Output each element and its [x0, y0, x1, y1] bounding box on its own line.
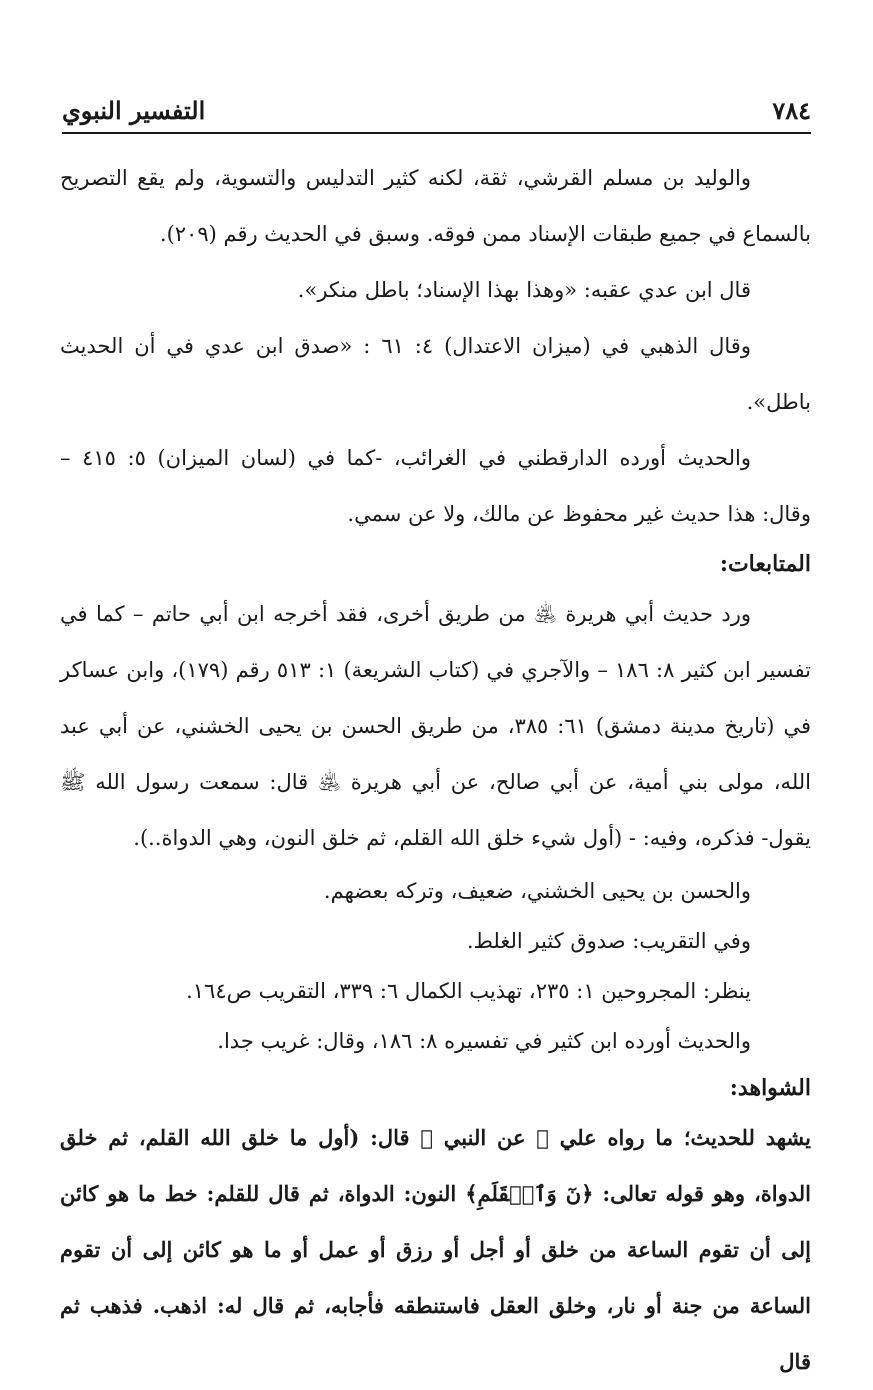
- paragraph-ibn-adi: قال ابن عدي عقبه: «وهذا بهذا الإسناد؛ باطل منكر».: [297, 278, 751, 302]
- heading-shawahid: الشواهد:: [729, 1075, 811, 1101]
- page-number: ٧٨٤: [772, 96, 811, 125]
- paragraph-references: ينظر: المجروحين ١: ٢٣٥، تهذيب الكمال ٦: ٣٣٩، التقريب ص١٦٤.: [186, 979, 751, 1003]
- paragraph-daraqutni: والحديث أورده الدارقطني في الغرائب، -كما في (لسان الميزان) ٥: ٤١٥ – وقال: هذا حديث غير محفوظ عن مالك، ولا عن سمي.: [60, 446, 811, 526]
- paragraph-ibn-kathir: والحديث أورده ابن كثير في تفسيره ٨: ١٨٦، وقال: غريب جدا.: [217, 1029, 751, 1053]
- page-header: [62, 92, 811, 134]
- paragraph-narrator-walid: والوليد بن مسلم القرشي، ثقة، لكنه كثير التدليس والتسوية، ولم يقع التصريح بالسماع في جميع طبقات الإسناد ممن فوقه. وسبق في الحديث رقم (٢٠٩).: [60, 166, 811, 246]
- running-title: التفسير النبوي: [62, 96, 206, 125]
- paragraph-hasan-khushani: والحسن بن يحيى الخشني، ضعيف، وتركه بعضهم.: [323, 879, 751, 903]
- heading-mutabaat: المتابعات:: [719, 551, 811, 577]
- paragraph-dhahabi: وقال الذهبي في (ميزان الاعتدال) ٤: ٦١ : «صدق ابن عدي في أن الحديث باطل».: [60, 334, 811, 414]
- page-body: [60, 150, 811, 1390]
- paragraph-shawahid: يشهد للحديث؛ ما رواه علي ﵁ عن النبي ﷺ قال: (أول ما خلق الله القلم، ثم خلق الدواة، وهو قوله تعالى: ﴿نٓ وَٱلۡقَلَمِ﴾ النون: الدواة، ثم قال للقلم: خط ما هو كائن إلى أن تقوم الساعة من خلق أو أجل أو رزق أو عمل أو ما هو كائن إلى أن تقوم الساعة من جنة أو نار، وخلق العقل فاستنطقه فأجابه، ثم قال له: اذهب. فذهب ثم قال: [60, 1125, 811, 1374]
- paragraph-mutabaat: ورد حديث أبي هريرة ﵁ من طريق أخرى، فقد أخرجه ابن أبي حاتم – كما في تفسير ابن كثير ٨: ١٨٦ – والآجري في (كتاب الشريعة) ١: ٥١٣ رقم (١٧٩)، وابن عساكر في (تاريخ مدينة دمشق) ٦١: ٣٨٥، من طريق الحسن بن يحيى الخشني، عن أبي عبد الله، مولى بني أمية، عن أبي صالح، عن أبي هريرة ﵁ قال: سمعت رسول الله ﷺ يقول- فذكره، وفيه: - (أول شيء خلق الله القلم، ثم خلق النون، وهي الدواة..).: [60, 602, 811, 850]
- paragraph-taqrib: وفي التقريب: صدوق كثير الغلط.: [466, 929, 751, 953]
